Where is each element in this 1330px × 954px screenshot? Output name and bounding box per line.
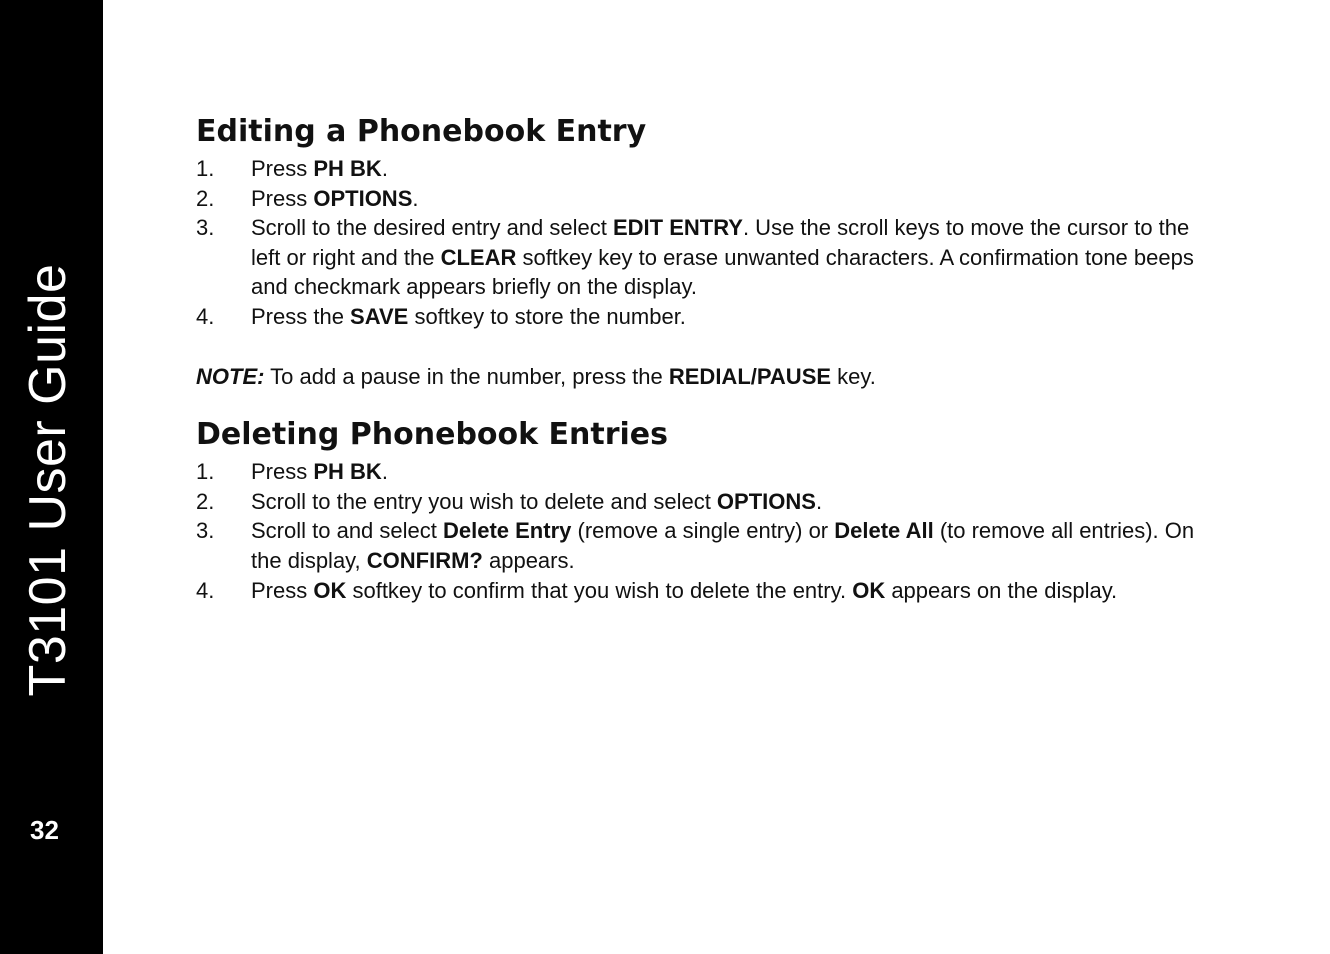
deleting-steps-list — [196, 457, 1206, 605]
step-text: . — [412, 185, 419, 211]
step-text: Press — [251, 156, 314, 181]
key-label: Delete Entry — [442, 518, 572, 544]
step-text: Press — [251, 185, 314, 211]
step-text: Press — [251, 577, 314, 603]
step-text: . — [381, 156, 388, 181]
key-label: OK — [313, 577, 347, 603]
list-item — [196, 154, 1206, 184]
key-label: SAVE — [350, 303, 409, 329]
step-text: Scroll to the desired entry and select — [251, 215, 613, 241]
page-number: 32 — [30, 815, 59, 845]
list-item — [196, 302, 1206, 332]
key-label: PH BK — [313, 156, 382, 181]
page-content — [196, 110, 1206, 605]
list-item — [196, 457, 1206, 487]
step-number: 4. — [196, 303, 215, 329]
step-text: (to remove all entries). On the display, — [251, 518, 1195, 573]
list-item — [196, 213, 1206, 302]
note-text: To add a pause in the number, press the — [264, 363, 669, 389]
list-item — [196, 576, 1206, 606]
step-text: appears on the display. — [885, 577, 1118, 603]
note-text: key. — [831, 363, 876, 389]
step-text: Press the — [251, 303, 351, 329]
step-text: softkey key to erase unwanted characters. A confirmation tone beeps and checkmark appears briefly on the display. — [251, 244, 1194, 300]
step-number: 1. — [196, 156, 215, 181]
section-heading-deleting: Deleting Phonebook Entries — [196, 417, 669, 453]
step-text: . — [815, 488, 823, 514]
note-label: NOTE: — [196, 363, 265, 389]
step-number: 3. — [196, 518, 215, 544]
step-text: Scroll to and select — [251, 518, 443, 544]
key-label: Delete All — [834, 518, 934, 544]
key-label: PH BK — [313, 459, 382, 485]
note-paragraph — [196, 362, 1206, 392]
side-bar — [0, 0, 103, 954]
list-item — [196, 516, 1206, 575]
key-label: REDIAL/PAUSE — [668, 363, 832, 389]
key-label: CLEAR — [440, 244, 517, 270]
step-number: 3. — [196, 215, 215, 241]
step-text: softkey to store the number. — [408, 303, 686, 329]
key-label: OPTIONS — [716, 488, 816, 514]
step-number: 2. — [196, 488, 215, 514]
list-item — [196, 487, 1206, 517]
step-text: . — [381, 459, 388, 485]
editing-steps-list — [196, 154, 1206, 332]
guide-title: T3101 User Guide — [19, 263, 77, 697]
step-text: Scroll to the entry you wish to delete and select — [251, 488, 717, 514]
step-number: 4. — [196, 577, 215, 603]
step-text: . Use the scroll keys to move the cursor to the left or right and the — [251, 215, 1190, 270]
key-label: OK — [852, 577, 886, 603]
step-text: Press — [251, 459, 314, 485]
key-label: OPTIONS — [313, 185, 413, 211]
list-item — [196, 184, 1206, 214]
section-heading-editing: Editing a Phonebook Entry — [196, 114, 647, 149]
step-text: softkey to confirm that you wish to delete the entry. — [346, 577, 853, 603]
key-label: CONFIRM? — [366, 547, 483, 573]
step-text: (remove a single entry) or — [571, 518, 835, 544]
key-label: EDIT ENTRY — [612, 215, 743, 241]
step-number: 2. — [196, 185, 215, 211]
step-text: appears. — [482, 547, 575, 573]
step-number: 1. — [196, 459, 215, 485]
